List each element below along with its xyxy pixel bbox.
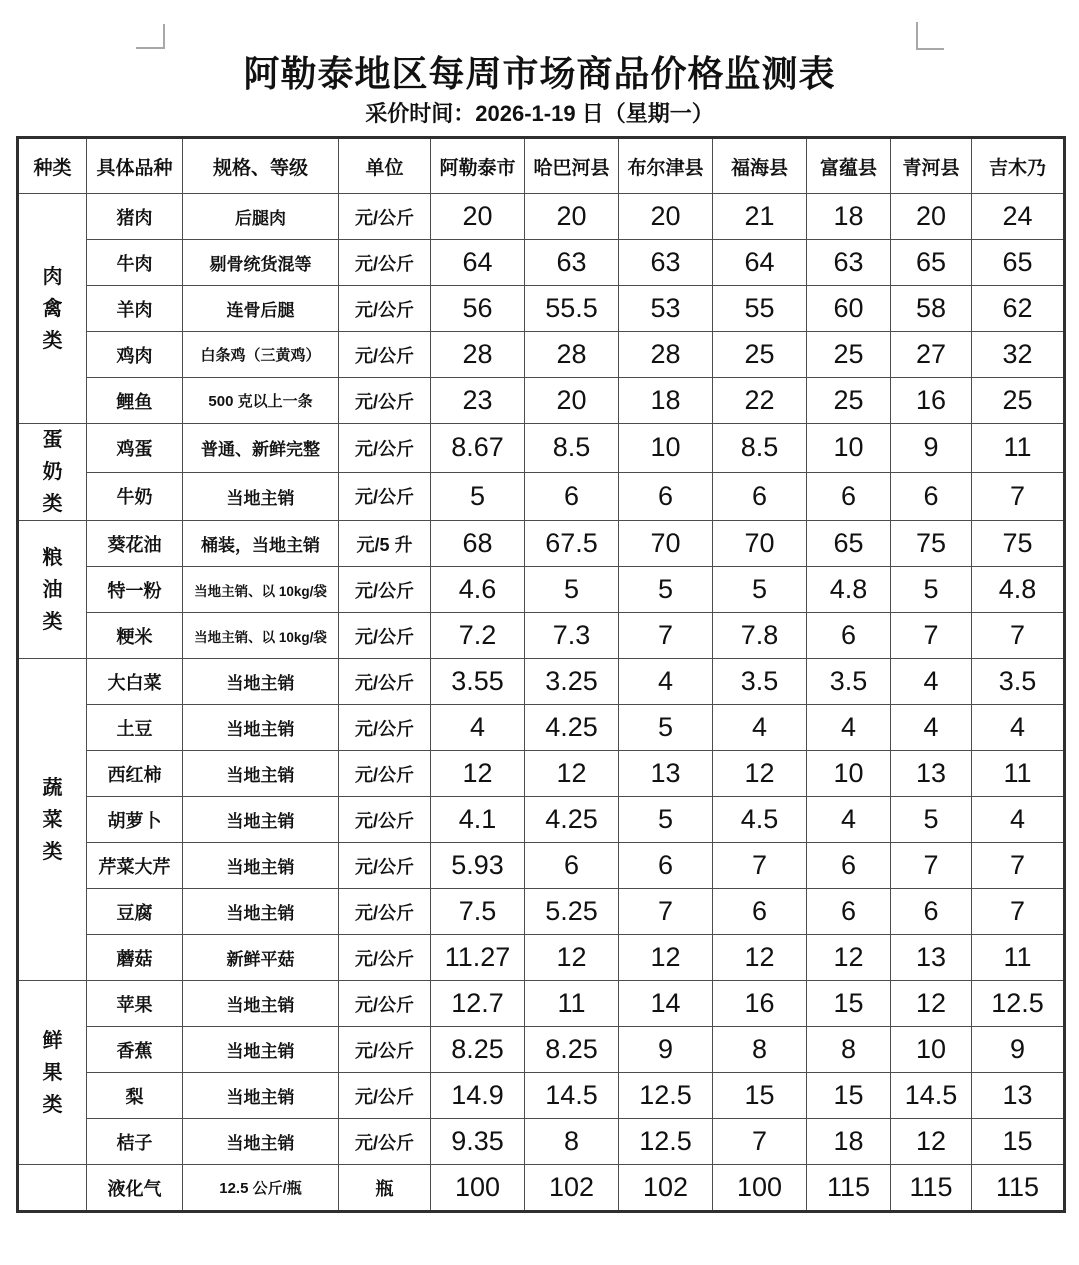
item-cell: 液化气 [87,1165,183,1212]
page-title: 阿勒泰地区每周市场商品价格监测表 [243,53,836,94]
item-cell: 牛奶 [87,472,183,521]
unit-cell: 元/公斤 [339,751,431,797]
spec-cell: 12.5 公斤/瓶 [183,1165,339,1212]
price-cell: 9.35 [431,1119,525,1165]
price-cell: 4 [807,797,891,843]
price-cell: 6 [807,613,891,659]
table-row [18,889,1065,935]
item-cell: 香蕉 [87,1027,183,1073]
price-cell: 25 [807,378,891,424]
unit-cell: 元/公斤 [339,567,431,613]
header-cell: 阿勒泰市 [431,138,525,194]
price-cell: 4.8 [972,567,1065,613]
price-cell: 3.25 [525,659,619,705]
price-cell: 70 [713,521,807,567]
spec-cell: 白条鸡（三黄鸡） [183,332,339,378]
table-row [18,194,1065,240]
price-cell: 11 [525,981,619,1027]
table-row [18,521,1065,567]
price-cell: 7 [972,843,1065,889]
price-cell: 4 [891,705,972,751]
price-cell: 3.55 [431,659,525,705]
price-cell: 4.25 [525,797,619,843]
category-cell: 蔬菜类 [18,659,87,981]
price-cell: 63 [619,240,713,286]
price-cell: 6 [619,843,713,889]
price-cell: 67.5 [525,521,619,567]
price-cell: 65 [891,240,972,286]
price-cell: 8.25 [525,1027,619,1073]
price-cell: 4.1 [431,797,525,843]
unit-cell: 元/公斤 [339,1119,431,1165]
price-cell: 56 [431,286,525,332]
table-row [18,567,1065,613]
header-cell: 福海县 [713,138,807,194]
item-cell: 牛肉 [87,240,183,286]
table-row [18,332,1065,378]
price-cell: 4 [713,705,807,751]
spec-cell: 当地主销 [183,1027,339,1073]
price-cell: 16 [891,378,972,424]
table-row [18,935,1065,981]
price-cell: 12 [431,751,525,797]
price-cell: 8 [713,1027,807,1073]
table-row [18,1165,1065,1212]
price-cell: 10 [619,424,713,473]
price-cell: 5 [619,797,713,843]
price-cell: 7 [972,472,1065,521]
unit-cell: 元/公斤 [339,935,431,981]
price-cell: 6 [807,889,891,935]
price-cell: 15 [807,981,891,1027]
price-cell: 12 [525,935,619,981]
price-cell: 5 [619,567,713,613]
price-cell: 27 [891,332,972,378]
header-cell: 青河县 [891,138,972,194]
price-cell: 21 [713,194,807,240]
price-cell: 6 [807,472,891,521]
item-cell: 鸡蛋 [87,424,183,473]
table-row [18,240,1065,286]
price-cell: 7 [619,613,713,659]
header-cell: 单位 [339,138,431,194]
price-cell: 8 [807,1027,891,1073]
unit-cell: 瓶 [339,1165,431,1212]
price-cell: 5 [525,567,619,613]
spec-cell: 500 克以上一条 [183,378,339,424]
price-cell: 9 [619,1027,713,1073]
item-cell: 猪肉 [87,194,183,240]
price-cell: 64 [713,240,807,286]
table-row [18,705,1065,751]
unit-cell: 元/公斤 [339,240,431,286]
price-cell: 7.2 [431,613,525,659]
price-cell: 5 [891,797,972,843]
unit-cell: 元/公斤 [339,472,431,521]
unit-cell: 元/5 升 [339,521,431,567]
price-cell: 13 [619,751,713,797]
item-cell: 土豆 [87,705,183,751]
spec-cell: 桶装，当地主销 [183,521,339,567]
price-cell: 7 [972,889,1065,935]
price-table [16,136,1066,1213]
price-cell: 70 [619,521,713,567]
price-cell: 25 [972,378,1065,424]
price-cell: 4.8 [807,567,891,613]
item-cell: 鲤鱼 [87,378,183,424]
page-subtitle: 采价时间：2026-1-19 日（星期一） [365,101,714,126]
price-cell: 6 [619,472,713,521]
price-cell: 64 [431,240,525,286]
unit-cell: 元/公斤 [339,1073,431,1119]
table-row [18,472,1065,521]
price-cell: 6 [891,889,972,935]
price-cell: 75 [891,521,972,567]
price-cell: 6 [713,472,807,521]
price-cell: 4 [891,659,972,705]
item-cell: 特一粉 [87,567,183,613]
price-cell: 13 [891,751,972,797]
unit-cell: 元/公斤 [339,843,431,889]
item-cell: 粳米 [87,613,183,659]
price-cell: 10 [807,424,891,473]
spec-cell: 当地主销、以 10kg/袋 [183,613,339,659]
item-cell: 苹果 [87,981,183,1027]
price-cell: 18 [807,194,891,240]
category-cell: 鲜果类 [18,981,87,1165]
header-cell: 种类 [18,138,87,194]
unit-cell: 元/公斤 [339,659,431,705]
item-cell: 桔子 [87,1119,183,1165]
unit-cell: 元/公斤 [339,705,431,751]
price-cell: 7 [891,843,972,889]
spec-cell: 普通、新鲜完整 [183,424,339,473]
price-cell: 23 [431,378,525,424]
price-cell: 4.5 [713,797,807,843]
price-cell: 10 [891,1027,972,1073]
unit-cell: 元/公斤 [339,424,431,473]
unit-cell: 元/公斤 [339,332,431,378]
item-cell: 鸡肉 [87,332,183,378]
spec-cell: 当地主销 [183,889,339,935]
price-cell: 12 [525,751,619,797]
spec-cell: 连骨后腿 [183,286,339,332]
price-cell: 12 [807,935,891,981]
price-cell: 3.5 [972,659,1065,705]
spec-cell: 当地主销 [183,705,339,751]
price-cell: 28 [431,332,525,378]
price-cell: 100 [713,1165,807,1212]
spec-cell: 当地主销 [183,981,339,1027]
spec-cell: 后腿肉 [183,194,339,240]
price-cell: 24 [972,194,1065,240]
item-cell: 胡萝卜 [87,797,183,843]
price-cell: 12.5 [619,1073,713,1119]
price-cell: 65 [972,240,1065,286]
item-cell: 蘑菇 [87,935,183,981]
price-cell: 11.27 [431,935,525,981]
price-cell: 4 [972,705,1065,751]
category-cell: 肉禽类 [18,194,87,424]
table-row [18,843,1065,889]
price-cell: 5 [891,567,972,613]
price-cell: 7 [891,613,972,659]
unit-cell: 元/公斤 [339,889,431,935]
price-cell: 12 [619,935,713,981]
unit-cell: 元/公斤 [339,1027,431,1073]
price-cell: 15 [972,1119,1065,1165]
price-cell: 3.5 [807,659,891,705]
price-cell: 9 [972,1027,1065,1073]
price-cell: 12.7 [431,981,525,1027]
price-cell: 5 [619,705,713,751]
price-cell: 8.67 [431,424,525,473]
price-cell: 3.5 [713,659,807,705]
price-cell: 6 [807,843,891,889]
header-cell: 哈巴河县 [525,138,619,194]
price-cell: 55.5 [525,286,619,332]
spec-cell: 当地主销、以 10kg/袋 [183,567,339,613]
price-cell: 8.25 [431,1027,525,1073]
price-cell: 4.6 [431,567,525,613]
price-cell: 13 [972,1073,1065,1119]
price-cell: 14 [619,981,713,1027]
unit-cell: 元/公斤 [339,797,431,843]
header-cell: 富蕴县 [807,138,891,194]
price-cell: 20 [525,378,619,424]
price-cell: 25 [713,332,807,378]
header-cell: 吉木乃 [972,138,1065,194]
price-cell: 6 [525,843,619,889]
price-cell: 4 [619,659,713,705]
item-cell: 大白菜 [87,659,183,705]
price-cell: 18 [807,1119,891,1165]
price-cell: 18 [619,378,713,424]
price-cell: 20 [525,194,619,240]
price-cell: 22 [713,378,807,424]
price-cell: 6 [713,889,807,935]
spec-cell: 当地主销 [183,751,339,797]
price-cell: 12.5 [619,1119,713,1165]
price-cell: 6 [891,472,972,521]
category-cell [18,1165,87,1212]
price-cell: 11 [972,751,1065,797]
price-cell: 102 [525,1165,619,1212]
category-cell: 粮油类 [18,521,87,659]
price-cell: 14.5 [525,1073,619,1119]
price-cell: 65 [807,521,891,567]
price-cell: 20 [891,194,972,240]
spec-cell: 当地主销 [183,1073,339,1119]
header-cell: 布尔津县 [619,138,713,194]
price-cell: 5.93 [431,843,525,889]
unit-cell: 元/公斤 [339,378,431,424]
header-cell: 规格、等级 [183,138,339,194]
item-cell: 西红柿 [87,751,183,797]
price-cell: 14.5 [891,1073,972,1119]
price-cell: 14.9 [431,1073,525,1119]
table-row [18,797,1065,843]
price-cell: 28 [619,332,713,378]
price-cell: 25 [807,332,891,378]
price-cell: 8.5 [713,424,807,473]
price-cell: 55 [713,286,807,332]
table-row [18,286,1065,332]
price-cell: 5 [713,567,807,613]
spec-cell: 当地主销 [183,472,339,521]
price-cell: 12 [891,1119,972,1165]
price-cell: 20 [619,194,713,240]
price-cell: 12 [713,935,807,981]
price-cell: 58 [891,286,972,332]
price-cell: 60 [807,286,891,332]
price-cell: 12 [891,981,972,1027]
table-row [18,751,1065,797]
price-cell: 75 [972,521,1065,567]
table-row [18,424,1065,473]
price-cell: 11 [972,935,1065,981]
price-cell: 20 [431,194,525,240]
price-cell: 28 [525,332,619,378]
price-cell: 12 [713,751,807,797]
table-row [18,613,1065,659]
price-cell: 4 [972,797,1065,843]
price-cell: 7.3 [525,613,619,659]
item-cell: 葵花油 [87,521,183,567]
price-cell: 12.5 [972,981,1065,1027]
price-cell: 15 [713,1073,807,1119]
price-cell: 115 [891,1165,972,1212]
price-cell: 4.25 [525,705,619,751]
item-cell: 羊肉 [87,286,183,332]
unit-cell: 元/公斤 [339,613,431,659]
price-cell: 63 [525,240,619,286]
spec-cell: 当地主销 [183,843,339,889]
price-cell: 5 [431,472,525,521]
price-cell: 7 [713,1119,807,1165]
unit-cell: 元/公斤 [339,286,431,332]
unit-cell: 元/公斤 [339,981,431,1027]
price-cell: 5.25 [525,889,619,935]
price-cell: 13 [891,935,972,981]
header-cell: 具体品种 [87,138,183,194]
price-cell: 32 [972,332,1065,378]
price-cell: 7 [619,889,713,935]
price-cell: 7.5 [431,889,525,935]
unit-cell: 元/公斤 [339,194,431,240]
table-row [18,378,1065,424]
price-cell: 11 [972,424,1065,473]
price-cell: 100 [431,1165,525,1212]
spec-cell: 新鲜平菇 [183,935,339,981]
price-cell: 7 [713,843,807,889]
price-cell: 102 [619,1165,713,1212]
table-row [18,1073,1065,1119]
price-cell: 4 [431,705,525,751]
spec-cell: 剔骨统货混等 [183,240,339,286]
price-cell: 4 [807,705,891,751]
price-cell: 7 [972,613,1065,659]
price-cell: 10 [807,751,891,797]
category-cell: 蛋奶类 [18,424,87,521]
item-cell: 梨 [87,1073,183,1119]
price-cell: 68 [431,521,525,567]
price-cell: 6 [525,472,619,521]
table-row [18,659,1065,705]
table-row [18,1119,1065,1165]
table-row [18,981,1065,1027]
spec-cell: 当地主销 [183,659,339,705]
price-cell: 8 [525,1119,619,1165]
price-cell: 15 [807,1073,891,1119]
price-cell: 62 [972,286,1065,332]
price-cell: 115 [807,1165,891,1212]
table-row [18,1027,1065,1073]
price-cell: 16 [713,981,807,1027]
item-cell: 豆腐 [87,889,183,935]
item-cell: 芹菜大芹 [87,843,183,889]
price-cell: 63 [807,240,891,286]
spec-cell: 当地主销 [183,1119,339,1165]
price-cell: 53 [619,286,713,332]
spec-cell: 当地主销 [183,797,339,843]
table-header-row [18,138,1065,194]
price-cell: 115 [972,1165,1065,1212]
price-cell: 9 [891,424,972,473]
price-cell: 7.8 [713,613,807,659]
price-cell: 8.5 [525,424,619,473]
